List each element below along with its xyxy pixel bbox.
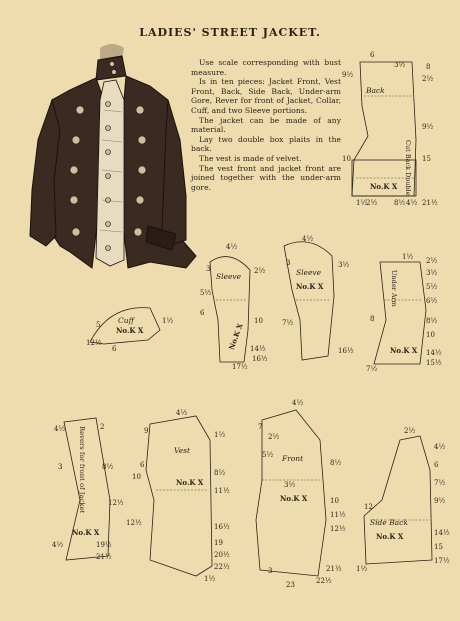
vest-label: Vest (174, 446, 191, 455)
measure-label: 8½ (394, 199, 406, 207)
upper-sleeve-number: No.K X (226, 322, 245, 351)
instruction-paragraph: The vest front and jacket front are joined together with the under-arm gore. (191, 163, 341, 192)
measure-label: 2½ (426, 257, 438, 265)
measure-label: 14½ (434, 529, 450, 537)
measure-label: 12½ (330, 525, 346, 533)
measure-label: 3½ (284, 481, 296, 489)
upper-sleeve-label: Sleeve (216, 272, 242, 281)
measure-label: 11½ (330, 511, 346, 519)
measure-label: 3½ (394, 61, 406, 69)
measure-label: 8½ (330, 459, 342, 467)
measure-label: 15 (422, 155, 431, 163)
measure-label: 21½ (96, 553, 112, 561)
under-sleeve-number: No.K X (296, 282, 324, 291)
measure-label: 23 (286, 581, 295, 589)
measure-label: 8½ (214, 469, 226, 477)
side-back-label: Side Back (370, 518, 408, 527)
measure-label: 11½ (214, 487, 230, 495)
under-arm-number: No.K X (390, 346, 418, 355)
measure-label: 10 (254, 317, 263, 325)
instruction-paragraph: Lay two double box plaits in the back. (191, 134, 341, 154)
measure-label: 10 (132, 473, 141, 481)
measure-label: 21½ (326, 565, 342, 573)
measure-label: 19½ (96, 541, 112, 549)
measure-label: 16½ (252, 355, 268, 363)
measure-label: 2½ (268, 433, 280, 441)
measure-label: 7½ (434, 479, 446, 487)
measure-label: 9½ (422, 123, 434, 131)
measure-label: 19 (214, 539, 223, 547)
measure-label: 8½ (102, 463, 114, 471)
measure-label: 7½ (366, 365, 378, 373)
measure-label: 6 (112, 345, 117, 353)
measure-label: 17½ (434, 557, 450, 565)
measure-label: 22½ (316, 577, 332, 585)
measure-label: 12½ (126, 519, 142, 527)
measure-label: 4½ (406, 199, 418, 207)
measure-label: 5½ (426, 283, 438, 291)
measure-label: 20½ (214, 551, 230, 559)
back-piece-label: Back (366, 86, 385, 95)
measure-label: 4½ (434, 443, 446, 451)
side-back-number: No.K X (376, 532, 404, 541)
measure-label: 6 (140, 461, 145, 469)
measure-label: 3 (286, 259, 291, 267)
measure-label: 1½ (214, 431, 226, 439)
cuff-label: Cuff (118, 316, 134, 325)
back-edge-note: Cut Back Double (404, 140, 412, 196)
measure-label: 4½ (176, 409, 188, 417)
rever-label: Revers for front of Jacket (78, 426, 86, 514)
under-sleeve-label: Sleeve (296, 268, 322, 277)
measure-label: 16½ (338, 347, 354, 355)
measure-label: 17½ (232, 363, 248, 371)
measure-label: 6 (200, 309, 205, 317)
measure-label: 5½ (200, 289, 212, 297)
cuff-number: No.K X (116, 326, 144, 335)
under-arm-label: Under Arm (390, 270, 398, 307)
measure-label: 15½ (426, 359, 442, 367)
measure-label: 6½ (426, 297, 438, 305)
measure-label: 1½ (356, 565, 368, 573)
measure-label: 2½ (254, 267, 266, 275)
back-piece-number: No.K X (370, 182, 398, 191)
measure-label: 2½ (422, 75, 434, 83)
instruction-paragraph: Use scale corresponding with bust measure. (191, 58, 341, 77)
measure-label: 8 (370, 315, 375, 323)
measure-label: 2 (100, 423, 105, 431)
measure-label: 1½ (162, 317, 174, 325)
measure-label: 9 (144, 427, 149, 435)
measure-label: 10 (426, 331, 435, 339)
measure-label: 5½ (262, 451, 274, 459)
measure-label: 3½ (338, 261, 350, 269)
measure-label: 1½ (356, 199, 368, 207)
measure-label: 12 (364, 503, 373, 511)
measure-label: 4½ (52, 541, 64, 549)
measure-label: 7½ (282, 319, 294, 327)
measure-label: 1½ (204, 575, 216, 583)
measure-label: 12½ (108, 499, 124, 507)
measure-label: 10 (330, 497, 339, 505)
measure-label: 15 (434, 543, 443, 551)
measure-label: 4½ (226, 243, 238, 251)
instruction-paragraph: The vest is made of velvet. (199, 153, 302, 163)
measure-label: 2½ (404, 427, 416, 435)
measure-label: 1½ (402, 253, 414, 261)
measure-label: 4½ (302, 235, 314, 243)
measure-label: 2½ (366, 199, 378, 207)
front-number: No.K X (280, 494, 308, 503)
measure-label: 7 (258, 423, 263, 431)
vest-number: No.K X (176, 478, 204, 487)
measure-label: 9½ (434, 497, 446, 505)
measure-label: 3½ (426, 269, 438, 277)
measure-label: 22½ (214, 563, 230, 571)
measure-label: 9½ (342, 71, 354, 79)
measure-label: 16½ (214, 523, 230, 531)
measure-label: 3 (206, 265, 211, 273)
measure-label: 3 (58, 463, 63, 471)
instruction-paragraph: The jacket can be made of any material. (191, 115, 341, 135)
measure-label: 14½ (250, 345, 266, 353)
instruction-paragraph: Is in ten pieces: Jacket Front, Vest Front, Back, Side Back, Under-arm Gore, Rever for front of Jacket, Collar, Cuff, and two Sleeve portions. (191, 77, 341, 115)
measure-label: 4½ (54, 425, 66, 433)
measure-label: 8 (426, 63, 431, 71)
measure-label: 6 (370, 51, 375, 59)
page-title: LADIES' STREET JACKET. (139, 26, 321, 39)
measure-label: 3 (268, 567, 273, 575)
measure-label: 4½ (292, 399, 304, 407)
measure-label: 6 (434, 461, 439, 469)
measure-label: 5 (96, 321, 101, 329)
measure-label: 14½ (426, 349, 442, 357)
measure-label: 8½ (426, 317, 438, 325)
measure-label: 10 (342, 155, 351, 163)
measure-label: 12½ (86, 339, 102, 347)
front-label: Front (282, 454, 304, 463)
rever-number: No.K X (72, 528, 100, 537)
measure-label: 21½ (422, 199, 438, 207)
